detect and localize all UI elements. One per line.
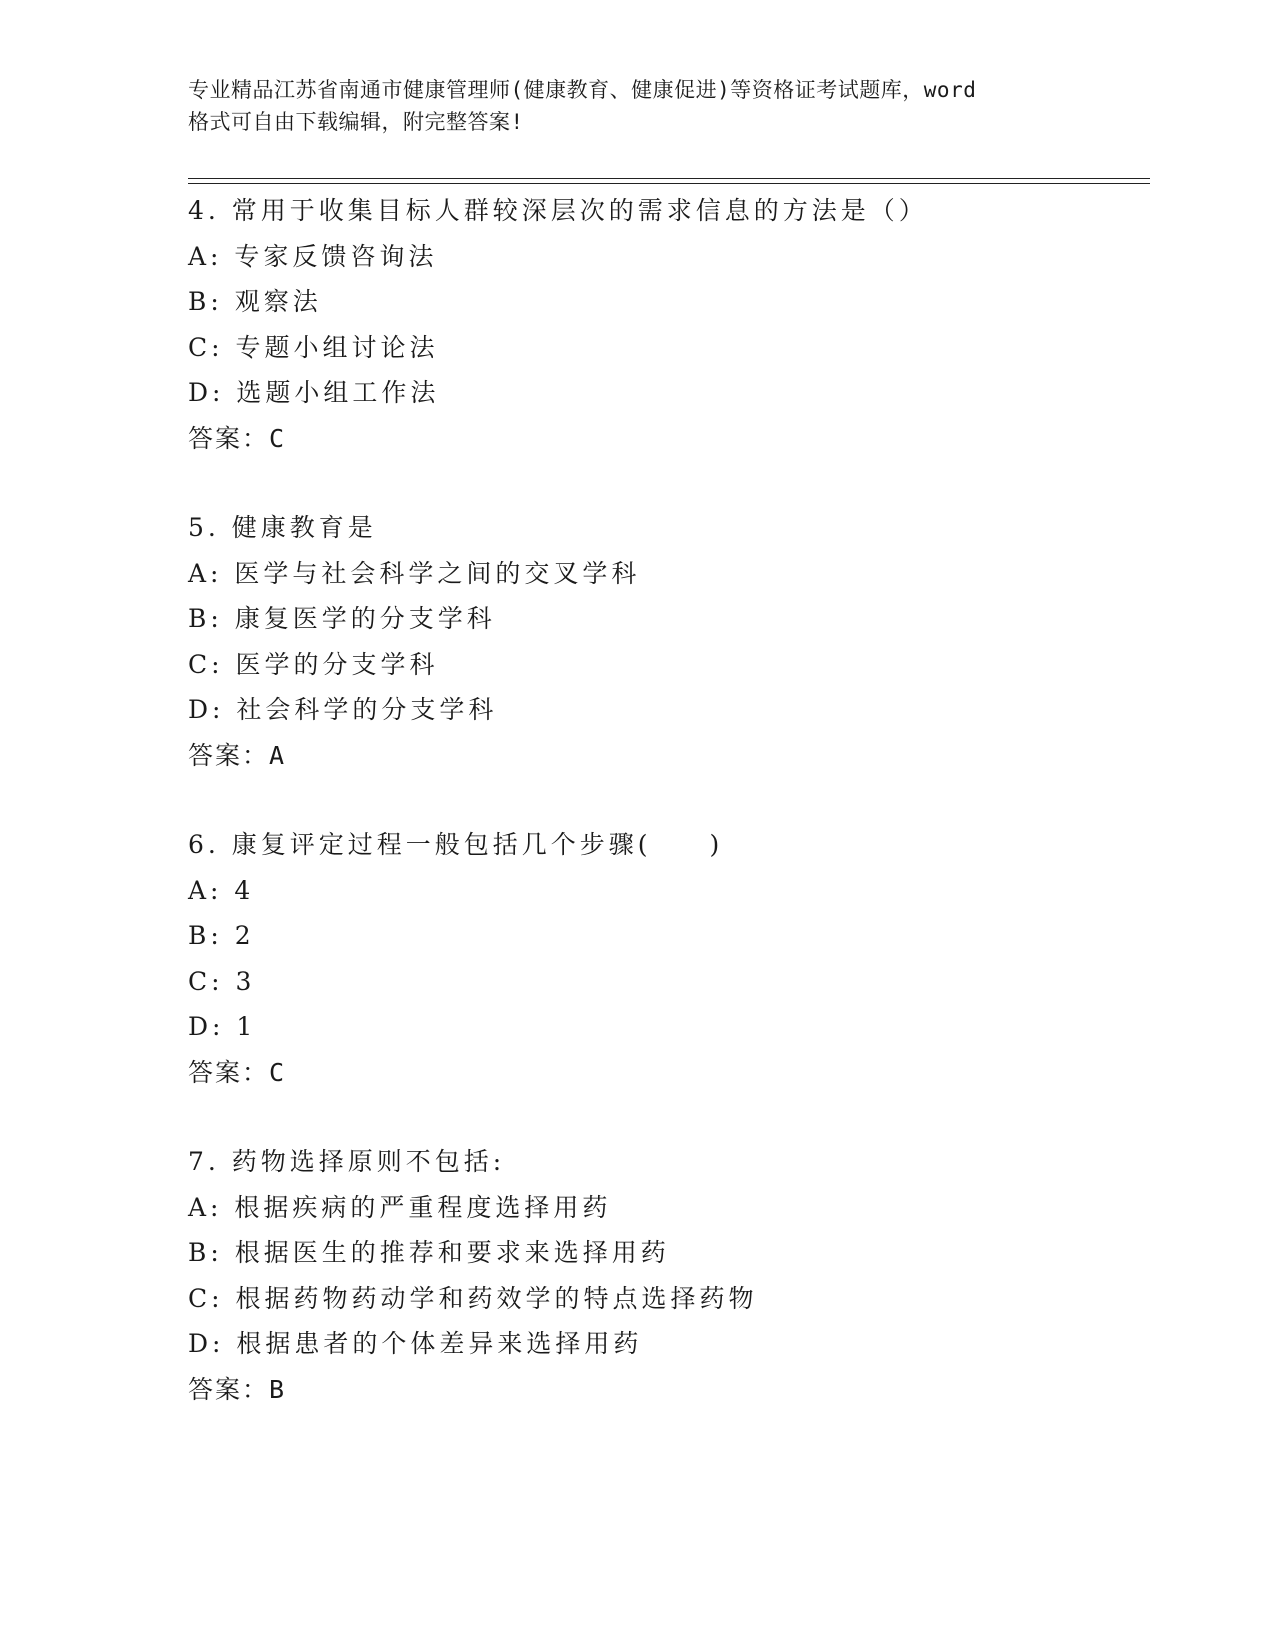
option-d: D: 选题小组工作法 bbox=[188, 378, 440, 407]
question-list bbox=[188, 188, 1148, 1456]
answer-line bbox=[188, 1367, 1148, 1413]
header-line-2: 格式可自由下载编辑，附完整答案! bbox=[188, 110, 524, 134]
header-divider-bottom bbox=[188, 183, 1150, 184]
option-b: B: 康复医学的分支学科 bbox=[188, 604, 496, 633]
question-5 bbox=[188, 505, 1148, 778]
option-d: D: 根据患者的个体差异来选择用药 bbox=[188, 1329, 643, 1358]
question-6 bbox=[188, 822, 1148, 1095]
option-b: B: 观察法 bbox=[188, 287, 322, 316]
option-a: A: 根据疾病的严重程度选择用药 bbox=[188, 1192, 612, 1222]
answer-label: 答案： bbox=[188, 1057, 270, 1087]
answer-line bbox=[188, 1050, 1148, 1096]
option-b: B: 根据医生的推荐和要求来选择用药 bbox=[188, 1238, 670, 1267]
option-a: A: 专家反馈咨询法 bbox=[188, 241, 438, 271]
answer-label: 答案： bbox=[188, 1374, 270, 1404]
answer-value: A bbox=[269, 740, 287, 770]
answer-line bbox=[188, 416, 1148, 462]
document-header bbox=[188, 74, 1108, 138]
option-a: A: 医学与社会科学之间的交叉学科 bbox=[188, 558, 641, 588]
question-4 bbox=[188, 188, 1148, 461]
question-stem: 7. 药物选择原则不包括: bbox=[188, 1147, 506, 1176]
option-d: D: 1 bbox=[188, 1012, 257, 1041]
answer-value: C bbox=[269, 1057, 287, 1087]
answer-value: C bbox=[269, 423, 287, 453]
answer-value: B bbox=[269, 1374, 287, 1404]
question-stem: 6. 康复评定过程一般包括几个步骤( ) bbox=[188, 830, 724, 859]
option-c: C: 3 bbox=[188, 966, 256, 996]
option-c: C: 医学的分支学科 bbox=[188, 649, 439, 679]
header-divider-top bbox=[188, 178, 1150, 179]
option-d: D: 社会科学的分支学科 bbox=[188, 695, 498, 724]
header-line-1: 专业精品江苏省南通市健康管理师(健康教育、健康促进)等资格证考试题库，word bbox=[188, 78, 977, 102]
option-b: B: 2 bbox=[188, 921, 255, 950]
question-7 bbox=[188, 1139, 1148, 1412]
question-stem: 5. 健康教育是 bbox=[188, 513, 377, 542]
option-c: C: 根据药物药动学和药效学的特点选择药物 bbox=[188, 1283, 758, 1313]
answer-label: 答案： bbox=[188, 423, 270, 453]
answer-line bbox=[188, 733, 1148, 779]
option-a: A: 4 bbox=[188, 875, 255, 905]
question-stem: 4. 常用于收集目标人群较深层次的需求信息的方法是（） bbox=[188, 196, 928, 225]
answer-label: 答案： bbox=[188, 740, 270, 770]
option-c: C: 专题小组讨论法 bbox=[188, 332, 439, 362]
